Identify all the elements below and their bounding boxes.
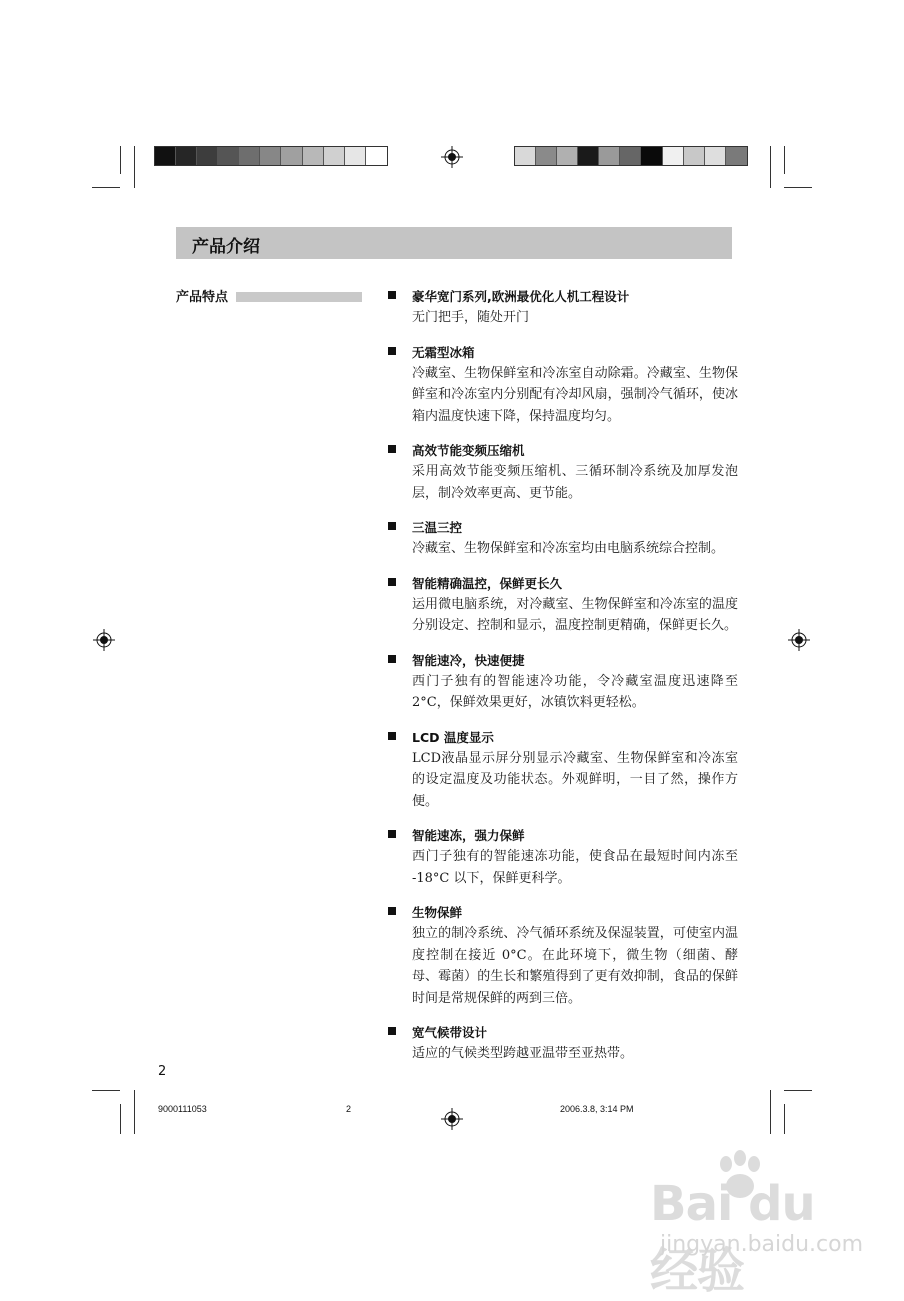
crop-mark [120,1104,121,1134]
feature-item [388,441,738,504]
bullet-square-icon [388,347,396,355]
section-label: 产品特点 [176,290,229,305]
crop-mark [92,1090,120,1091]
footer-page: 2 [346,1104,352,1114]
page-number: 2 [158,1064,167,1079]
feature-title: 高效节能变频压缩机 [412,443,525,458]
feature-list [388,287,738,1079]
title-band [176,227,732,259]
footer-date: 2006.3.8, 3:14 PM [560,1104,634,1114]
crop-mark [770,146,771,188]
watermark [640,1150,870,1299]
page-title: 产品介绍 [192,237,260,257]
feature-item [388,574,738,637]
feature-item [388,728,738,813]
registration-mark-icon [441,1108,463,1130]
color-swatch [366,147,387,165]
color-swatch [155,147,176,165]
feature-item [388,826,738,889]
color-swatch [515,147,536,165]
feature-title: 无霜型冰箱 [412,344,475,360]
color-swatch [599,147,620,165]
registration-mark-icon [93,629,115,651]
feature-description: 独立的制冷系统、冷气循环系统及保湿装置，可使室内温度控制在接近 0°C。在此环境下，微生物（细菌、酵母、霉菌）的生长和繁殖得到了更有效抑制，食品的保鲜时间是常规保鲜的两到三倍。 [412,926,738,1006]
crop-mark [120,146,121,174]
feature-description: 无门把手，随处开门 [412,310,530,325]
bullet-square-icon [388,445,396,453]
color-swatch [726,147,747,165]
crop-mark [784,187,812,188]
bullet-square-icon [388,1027,396,1035]
color-swatch [578,147,599,165]
color-swatch [260,147,281,165]
crop-mark [784,1104,785,1134]
section-rule [236,292,362,302]
color-swatch [641,147,662,165]
feature-description: 冷藏室、生物保鲜室和冷冻室均由电脑系统综合控制。 [412,541,725,556]
feature-title: 智能速冻，强力保鲜 [412,828,525,843]
feature-title: 豪华宽门系列,欧洲最优化人机工程设计 [412,289,630,304]
feature-description: 西门子独有的智能速冷功能，令冷藏室温度迅速降至2°C，保鲜效果更好，冰镇饮料更轻松。 [412,673,738,710]
crop-mark [134,146,135,188]
registration-mark-icon [788,629,810,651]
color-swatch [239,147,260,165]
color-swatch [684,147,705,165]
feature-description: LCD液晶显示屏分别显示冷藏室、生物保鲜室和冷冻室的设定温度及功能状态。外观鲜明，一目了然，操作方便。 [412,750,738,809]
feature-item [388,903,738,1009]
feature-title: 生物保鲜 [412,905,463,920]
bullet-square-icon [388,522,396,530]
feature-description: 采用高效节能变频压缩机、三循环制冷系统及加厚发泡层，制冷效率更高、更节能。 [412,464,738,501]
crop-mark [784,1090,812,1091]
watermark-brand: Bai du 经验 [650,1176,815,1299]
color-swatch [663,147,684,165]
feature-description: 西门子独有的智能速冻功能，使食品在最短时间内冻至 -18°C 以下，保鲜更科学。 [412,849,738,886]
feature-title: 智能速冷，快速便捷 [412,652,525,668]
color-swatch [620,147,641,165]
color-swatch [303,147,324,165]
crop-mark [134,1090,135,1134]
feature-item [388,518,738,560]
registration-mark-icon [441,146,463,168]
color-swatch [324,147,345,165]
bullet-square-icon [388,830,396,838]
color-swatch [218,147,239,165]
bullet-square-icon [388,578,396,586]
feature-title: 宽气候带设计 [412,1025,488,1040]
feature-item [388,651,738,714]
color-swatch [536,147,557,165]
watermark-url: jingyan.baidu.com [660,1232,864,1257]
bullet-square-icon [388,291,396,299]
bullet-square-icon [388,732,396,740]
crop-mark [770,1090,771,1134]
color-swatch [345,147,366,165]
crop-mark [784,146,785,174]
feature-title: 三温三控 [412,520,463,535]
bullet-square-icon [388,655,396,663]
feature-title: 智能精确温控，保鲜更长久 [412,575,563,591]
color-calibration-bar-right [514,146,748,166]
feature-item [388,343,738,428]
footer-code: 9000111053 [158,1104,207,1114]
bullet-square-icon [388,907,396,915]
color-swatch [705,147,726,165]
color-swatch [557,147,578,165]
feature-description: 适应的气候类型跨越亚温带至亚热带。 [412,1046,634,1061]
feature-item [388,287,738,329]
feature-description: 运用微电脑系统，对冷藏室、生物保鲜室和冷冻室的温度分别设定、控制和显示，温度控制更精确，保鲜更长久。 [412,596,738,633]
color-swatch [176,147,197,165]
feature-item [388,1023,738,1065]
color-calibration-bar-left [154,146,388,166]
feature-title: LCD 温度显示 [412,729,494,745]
crop-mark [92,187,120,188]
color-swatch [281,147,302,165]
feature-description: 冷藏室、生物保鲜室和冷冻室自动除霜。冷藏室、生物保鲜室和冷冻室内分别配有冷却风扇，强制冷气循环，使冰箱内温度快速下降，保持温度均匀。 [412,365,738,424]
color-swatch [197,147,218,165]
